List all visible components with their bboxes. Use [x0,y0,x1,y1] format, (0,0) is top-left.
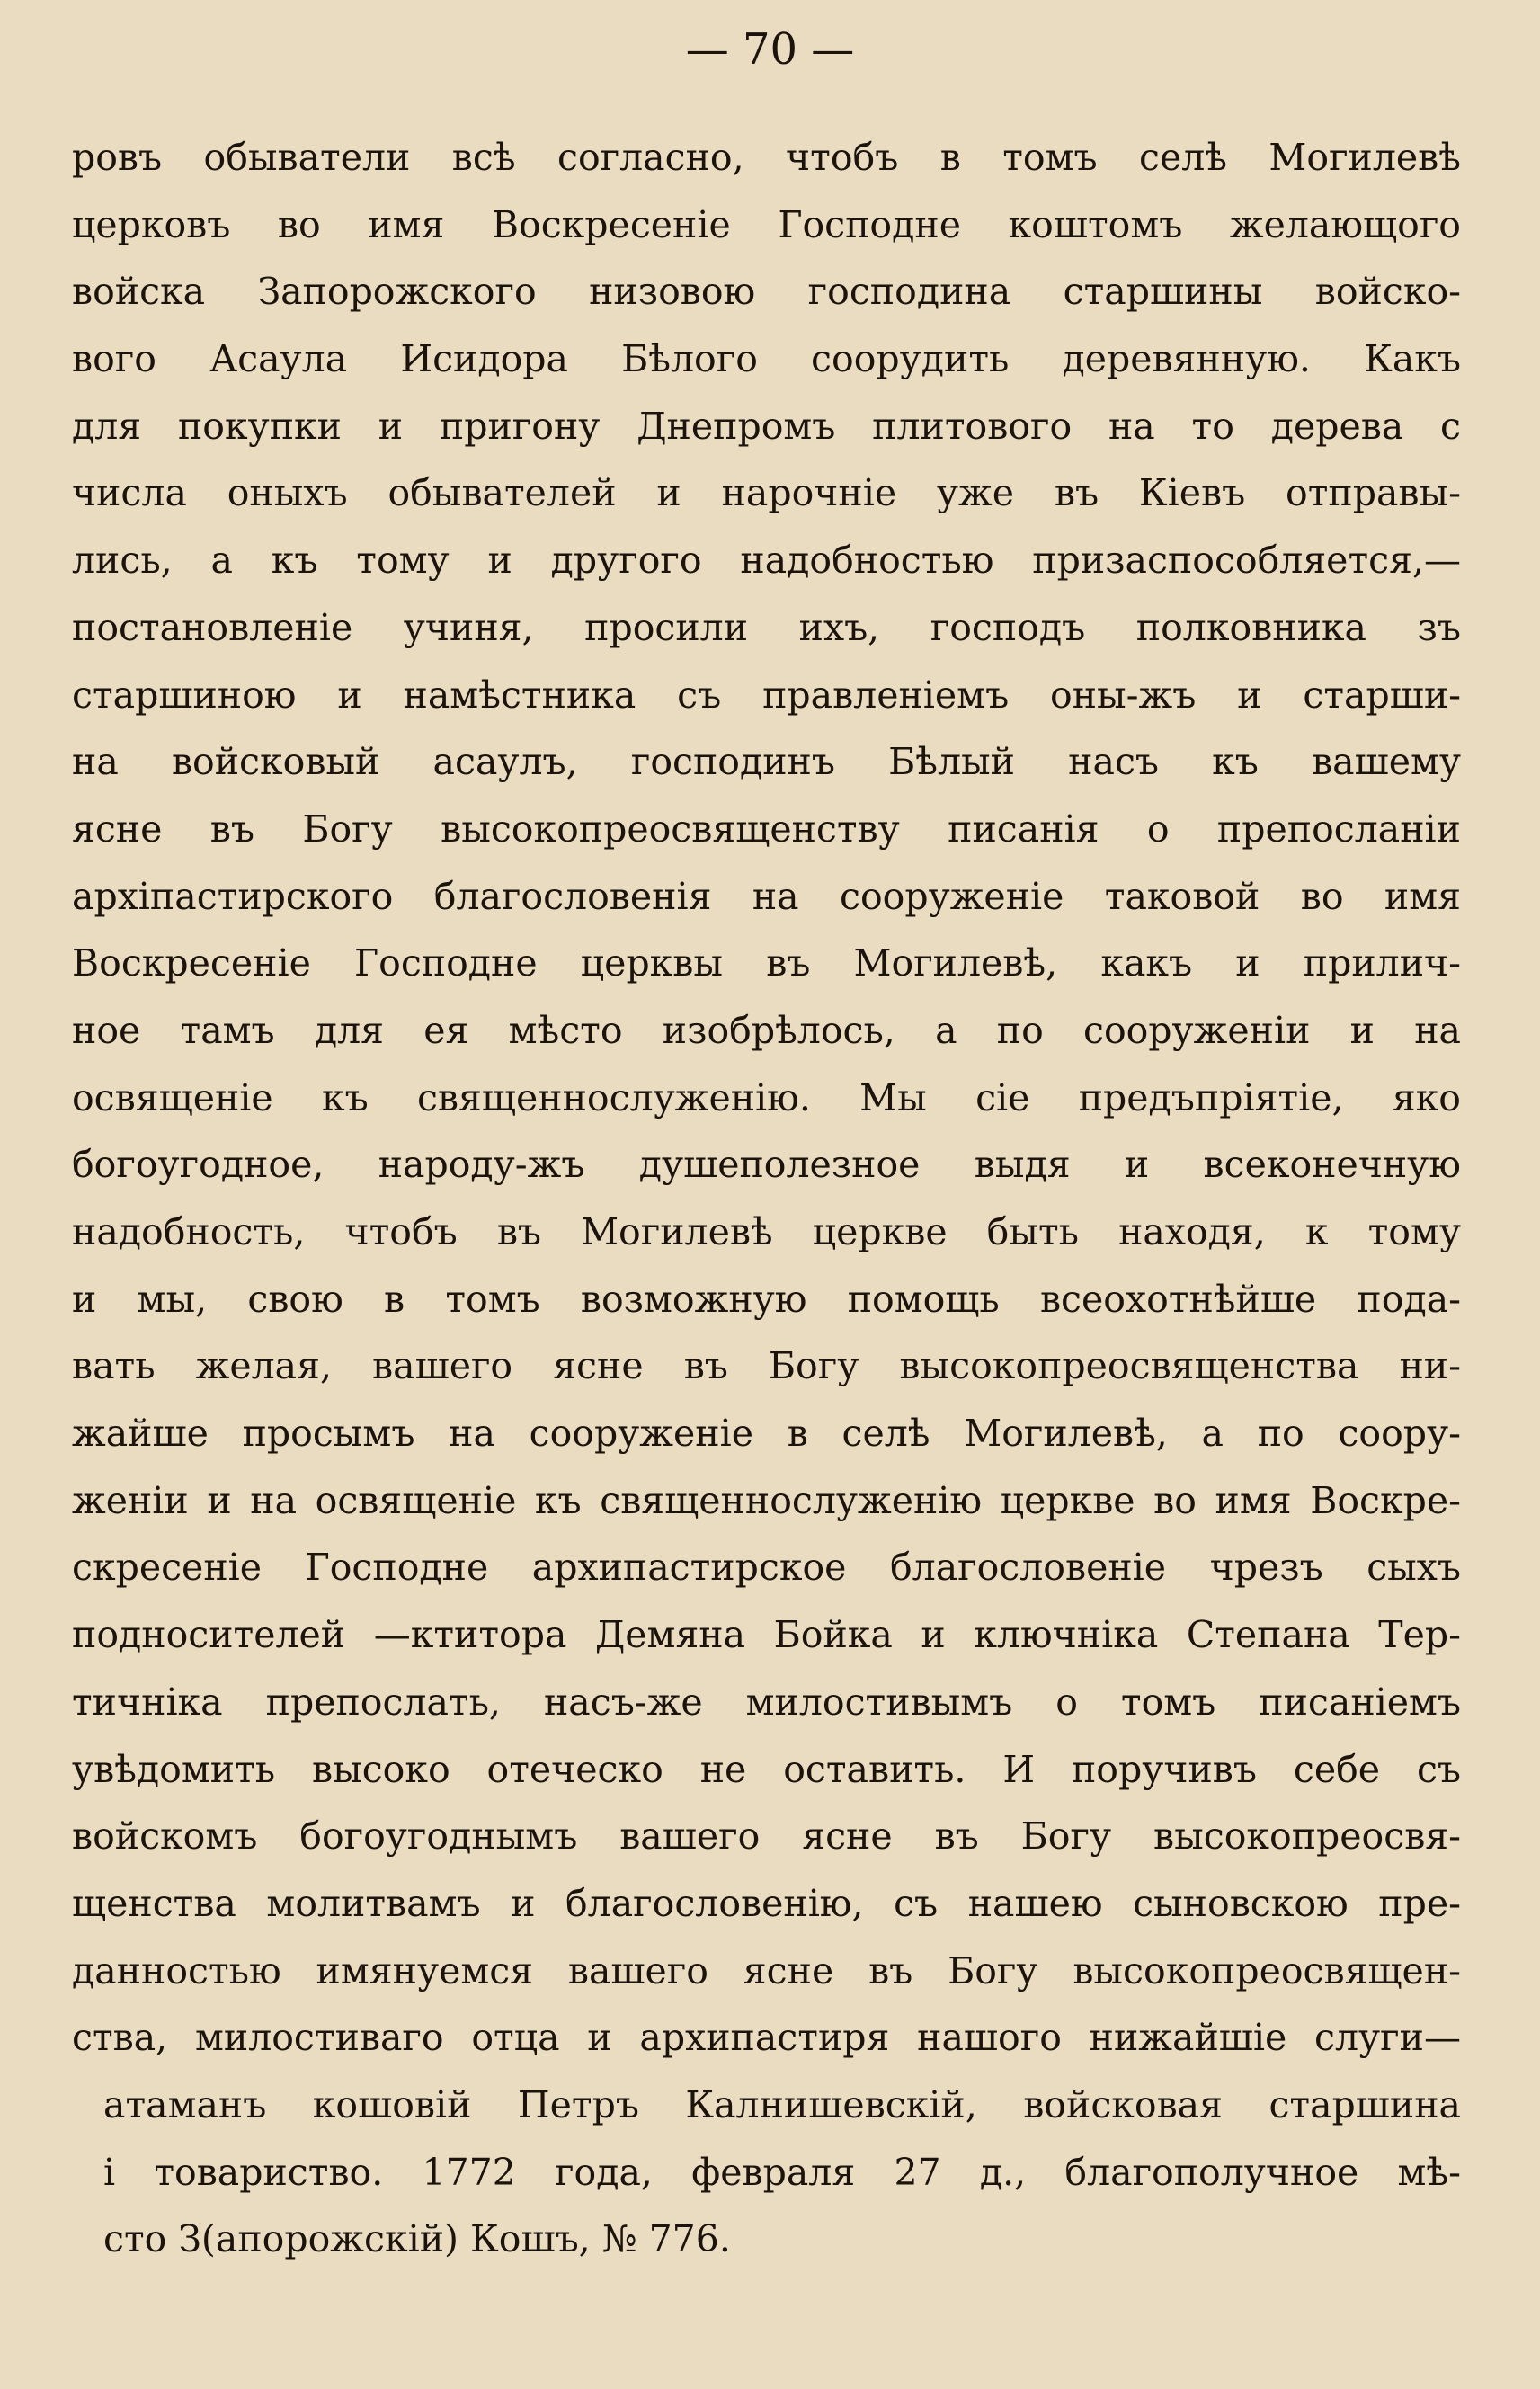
text-line: жайше просымъ на сооруженіе в селѣ Могилевѣ, а по соору- [72,1412,1461,1456]
page-number: — 70 — [685,24,855,75]
text-line: войска Запорожского низовою господина старшины войско- [72,270,1461,314]
text-line: старшиною и намѣстника съ правленіемъ оны-жъ и старши- [72,673,1461,717]
text-line: ства, милостиваго отца и архипастиря нашого нижайшіе слуги— [72,2016,1461,2060]
text-line: вого Асаула Исидора Бѣлого соорудить деревянную. Какъ [72,337,1461,381]
text-line: данностью имянуемся вашего ясне въ Богу высокопреосвящен- [72,1948,1461,1992]
text-line: атаманъ кошовій Петръ Калнишевскій, войсковая старшина [103,2082,1461,2126]
text-line: щенства молитвамъ и благословенію, съ нашею сыновскою пре- [72,1881,1461,1925]
text-line: надобность, чтобъ въ Могилевѣ церкве быть находя, к тому [72,1210,1461,1253]
text-line: церковъ во имя Воскресеніе Господне коштомъ желающого [72,202,1461,246]
text-line: женіи и на освященіе къ священнослуженію церкве во имя Воскре- [72,1478,1461,1522]
text-line: увѣдомить высоко отеческо не оставить. И поручивъ себе съ [72,1747,1461,1791]
text-line: вать желая, вашего ясне въ Богу высокопреосвященства ни- [72,1344,1461,1388]
text-line: ровъ обыватели всѣ согласно, чтобъ в томъ селѣ Могилевѣ [72,136,1461,179]
text-line: войскомъ богоугоднымъ вашего ясне въ Богу высокопреосвя- [72,1814,1461,1859]
text-line: Воскресеніе Господне церквы въ Могилевѣ, какъ и прилич- [72,941,1461,985]
text-line: числа оныхъ обывателей и нарочніе уже въ Кіевъ отправы- [72,471,1461,515]
text-line: скресеніе Господне архипастирское благословеніе чрезъ сыхъ [72,1546,1461,1590]
text-line: постановленіе учиня, просили ихъ, господъ полковника зъ [72,605,1461,649]
text-line: подносителей —ктитора Демяна Бойка и ключніка Степана Тер- [72,1613,1461,1657]
text-line: і товариство. 1772 года, февраля 27 д., благополучное мѣ- [103,2150,1461,2194]
text-line: ясне въ Богу высокопреосвященству писанія о препосланіи [72,807,1461,851]
text-line: сто З(апорожскій) Кошъ, № 776. [103,2217,731,2261]
text-line: освященіе къ священнослуженію. Мы сіе предъпріятіе, яко [72,1075,1461,1119]
text-line: лись, а къ тому и другого надобностью призаспособляется,— [72,539,1461,583]
text-line: на войсковый асаулъ, господинъ Бѣлый насъ къ вашему [72,740,1461,784]
text-line: для покупки и пригону Днепромъ плитового на то дерева с [72,404,1461,448]
text-line: богоугодное, народу-жъ душеполезное выдя и всеконечную [72,1143,1461,1187]
text-line: и мы, свою в томъ возможную помощь всеохотнѣйше пода- [72,1277,1461,1321]
text-line: тичніка препослать, насъ-же милостивымъ о томъ писаніемъ [72,1680,1461,1724]
text-body [72,124,1461,2273]
text-line: архіпастирского благословенія на сооруженіе таковой во имя [72,874,1461,918]
text-line: ное тамъ для ея мѣсто изобрѣлось, а по сооруженіи и на [72,1008,1461,1052]
